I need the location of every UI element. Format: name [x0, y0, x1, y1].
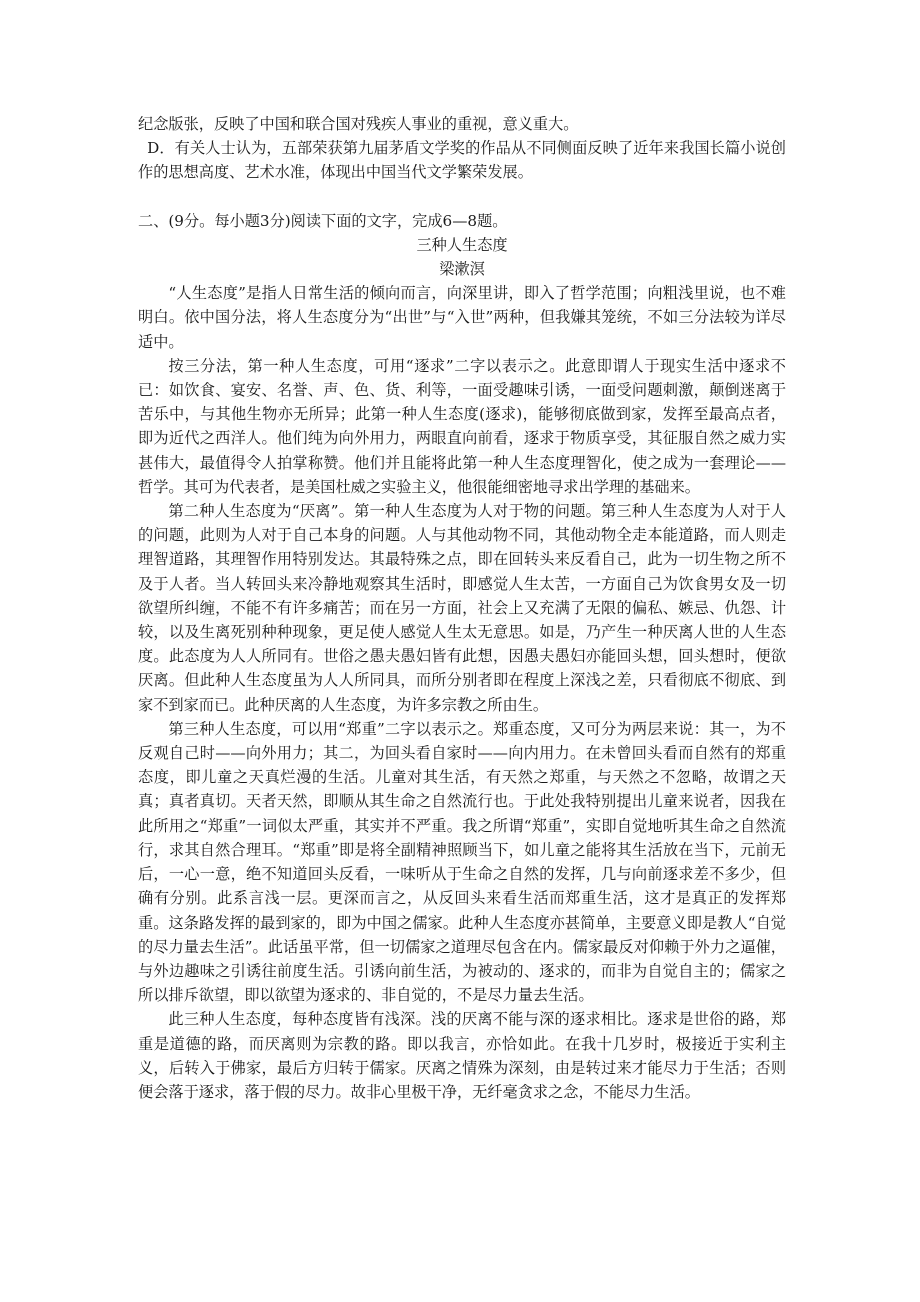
- paragraph-1: “人生态度”是指人日常生活的倾向而言，向深里讲，即入了哲学范围；向粗浅里说，也不难明白。依中国分法，将人生态度分为“出世”与“入世”两种，但我嫌其笼统，不如三分法较为详尽适中。: [138, 284, 786, 351]
- paragraph-3: 第二种人生态度为“厌离”。第一种人生态度为人对于物的问题。第三种人生态度为人对于人的问题，此则为人对于自己本身的问题。人与其他动物不同，其他动物全走本能道路，而人则走理智道路，其理智作用特别发达。其最特殊之点，即在回转头来反看自己，此为一切生物之所不及于人者。当人转回头来冷静地观察其生活时，即感觉人生太苦，一方面自己为饮食男女及一切欲望所纠缠，不能不有许多痛苦；而在另一方面，社会上又充满了无限的偏私、嫉忌、仇怨、计较，以及生离死别种种现象，更足使人感觉人生太无意思。如是，乃产生一种厌离人世的人生态度。此态度为人人所同有。世俗之愚夫愚妇皆有此想，因愚夫愚妇亦能回头想，回头想时，便欲厌离。但此种人生态度虽为人人所同具，而所分别者即在程度上深浅之差，只看彻底不彻底、到家不到家而已。此种厌离的人生态度，为许多宗教之所由生。: [138, 502, 786, 714]
- section-heading: 二、(9分。每小题3分)阅读下面的文字，完成6—8题。: [138, 211, 508, 230]
- previous-option-continuation: 纪念版张，反映了中国和联合国对残疾人事业的重视，意义重大。: [138, 115, 579, 133]
- paragraph-2: 按三分法，第一种人生态度，可用“逐求”二字以表示之。此意即谓人于现实生活中逐求不已：如饮食、宴安、名誉、声、色、货、利等，一面受趣味引诱，一面受问题刺激，颠倒迷离于苦乐中，与其他生物亦无所异；此第一种人生态度(逐求)，能够彻底做到家，发挥至最高点者，即为近代之西洋人。他们纯为向外用力，两眼直向前看，逐求于物质享受，其征服自然之威力实甚伟大，最值得令人拍掌称赞。他们并且能将此第一种人生态度理智化，使之成为一套理论——哲学。其可为代表者，是美国杜威之实验主义，他很能细密地寻求出学理的基础来。: [138, 356, 786, 496]
- paragraph-4: 第三种人生态度，可以用“郑重”二字以表示之。郑重态度，又可分为两层来说：其一，为不反观自己时——向外用力；其二，为回头看自家时——向内用力。在未曾回头看而自然有的郑重态度，即儿童之天真烂漫的生活。儿童对其生活，有天然之郑重，与天然之不忽略，故谓之天真；真者真切。天者天然，即顺从其生命之自然流行也。于此处我特别提出儿童来说者，因我在此所用之“郑重”一词似太严重，其实并不严重。我之所谓“郑重”，实即自觉地听其生命之自然流行，求其自然合理耳。“郑重”即是将全副精神照顾当下，如儿童之能将其生活放在当下，元前无后，一心一意，绝不知道回头反看，一味听从于生命之自然的发挥，几与向前逐求差不多少，但确有分别。此系言浅一层。更深而言之，从反回头来看生活而郑重生活，这才是真正的发挥郑重。这条路发挥的最到家的，即为中国之儒家。此种人生态度亦甚简单，主要意义即是教人“自觉的尽力量去生活”。此话虽平常，但一切儒家之道理尽包含在内。儒家最反对仰赖于外力之逼催，与外边趣味之引诱往前度生活。引诱向前生活，为被动的、逐求的，而非为自觉自主的；儒家之所以排斥欲望，即以欲望为逐求的、非自觉的，不是尽力量去生活。: [138, 719, 786, 1005]
- article-author: 梁漱溟: [439, 260, 485, 279]
- article-title: 三种人生态度: [416, 235, 508, 254]
- spacer: [138, 185, 786, 209]
- paragraph-5: 此三种人生态度，每种态度皆有浅深。浅的厌离不能与深的逐求相比。逐求是世俗的路，郑重是道德的路，而厌离则为宗教的路。即以我言，亦恰如此。在我十几岁时，极接近于实利主义，后转入于佛家，最后方归转于儒家。厌离之情殊为深刻，由是转过来才能尽力于生活；否则便会落于逐求，落于假的尽力。故非心里极干净，无纤毫贪求之念，不能尽力生活。: [138, 1010, 786, 1101]
- option-d: D．有关人士认为，五部荣获第九届茅盾文学奖的作品从不同侧面反映了近年来我国长篇小说创作的思想高度、艺术水准，体现出中国当代文学繁荣发展。: [138, 139, 786, 182]
- document-page: [138, 112, 786, 1104]
